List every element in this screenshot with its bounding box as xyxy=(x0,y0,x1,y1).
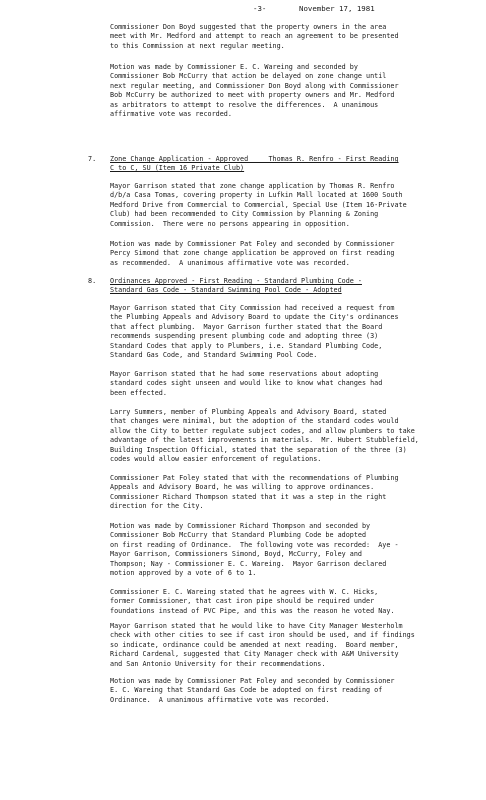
item-heading-ordinances-line2: Standard Gas Code - Standard Swimming Pool Code - Adopted xyxy=(110,286,342,294)
paragraph-foley-thompson: Commissioner Pat Foley stated that with the recommendations of Plumbing Appeals and Advisory Board, he was willing to approve ordinances. Commissioner Richard Thompson stated that it was a step in the right direction for the City. xyxy=(110,474,399,511)
page-number: -3- xyxy=(253,4,267,13)
paragraph-plumbing-request: Mayor Garrison stated that City Commission had received a request from the Plumbing Appeals and Advisory Board to update the City's ordinances that affect plumbing. Mayor Garrison further stated that the Board recommends suspending present plumbing code and adopting three (3) Standard Codes that apply to Plumbers, i.e. Standard Plumbing Code, Standard Gas Code, and Standard Swimming Pool Code. xyxy=(110,304,399,360)
paragraph-summers-statement: Larry Summers, member of Plumbing Appeals and Advisory Board, stated that changes were minimal, but the adoption of the standard codes would allow the City to better regulate subject codes, and allow plumbers to take advantage of the latest improvements in materials. Mr. Hubert Stubblefield, Building Inspection Official, stated that the separation of the three (3) codes would allow easier enforcement of regulations. xyxy=(110,408,419,464)
paragraph-renfro-application: Mayor Garrison stated that zone change application by Thomas R. Renfro d/b/a Casa Tomas, covering property in Lufkin Mall located at 1600 South Medford Drive from Commercial to Commercial, Special Use (Item 16-Private Club) had been recommended to City Commission by Planning & Zoning Commission. There were no persons appearing in opposition. xyxy=(110,182,407,228)
meeting-date: November 17, 1981 xyxy=(299,4,375,13)
item-number-7: 7. xyxy=(88,155,97,163)
item-number-8: 8. xyxy=(88,277,97,285)
paragraph-wareing-cast-iron: Commissioner E. C. Wareing stated that he agrees with W. C. Hicks, former Commissioner, that cast iron pipe should be required under foundations instead of PVC Pipe, and this was the reason he voted Nay. xyxy=(110,588,395,615)
paragraph-motion-foley-zone: Motion was made by Commissioner Pat Foley and seconded by Commissioner Percy Simond that zone change application be approved on first reading as recommended. A unanimous affirmative vote was recorded. xyxy=(110,240,395,267)
item-heading-zone-change: Zone Change Application - Approved Thomas R. Renfro - First Reading xyxy=(110,155,399,163)
paragraph-motion-gas-code: Motion was made by Commissioner Pat Foley and seconded by Commissioner E. C. Wareing that Standard Gas Code be adopted on first reading of Ordinance. A unanimous affirmative vote was recorded. xyxy=(110,677,395,704)
page-header xyxy=(0,4,486,16)
paragraph-boyd-suggestion: Commissioner Don Boyd suggested that the property owners in the area meet with Mr. Medford and attempt to reach an agreement to be presented to this Commission at next regular meeting. xyxy=(110,23,399,50)
paragraph-motion-delay: Motion was made by Commissioner E. C. Wareing and seconded by Commissioner Bob McCurry that action be delayed on zone change until next regular meeting, and Commissioner Don Boyd along with Commissioner Bob McCurry be authorized to meet with property owners and Mr. Medford as arbitrators to attempt to resolve the differences. A unanimous affirmative vote was recorded. xyxy=(110,63,399,119)
paragraph-motion-plumbing-code: Motion was made by Commissioner Richard Thompson and seconded by Commissioner Bob McCurry that Standard Plumbing Code be adopted on first reading of Ordinance. The following vote was recorded: Aye - Mayor Garrison, Commissioners Simond, Boyd, McCurry, Foley and Thompson; Nay - Commissioner E. C. Wareing. Mayor Garrison declared motion approved by a vote of 6 to 1. xyxy=(110,522,399,578)
paragraph-reservations: Mayor Garrison stated that he had some reservations about adopting standard codes sight unseen and would like to know what changes had been effected. xyxy=(110,370,383,397)
item-heading-zone-change-line2: C to C, SU (Item 16 Private Club) xyxy=(110,164,245,172)
paragraph-westerholm-check: Mayor Garrison stated that he would like to have City Manager Westerholm check with other cities to see if cast iron should be used, and if findings so indicate, ordinance could be amended at next reading. Board member, Richard Cardenal, suggested that City Manager check with A&M University and San Antonio University for their recommendations. xyxy=(110,622,415,668)
item-heading-ordinances: Ordinances Approved - First Reading - Standard Plumbing Code - xyxy=(110,277,362,285)
